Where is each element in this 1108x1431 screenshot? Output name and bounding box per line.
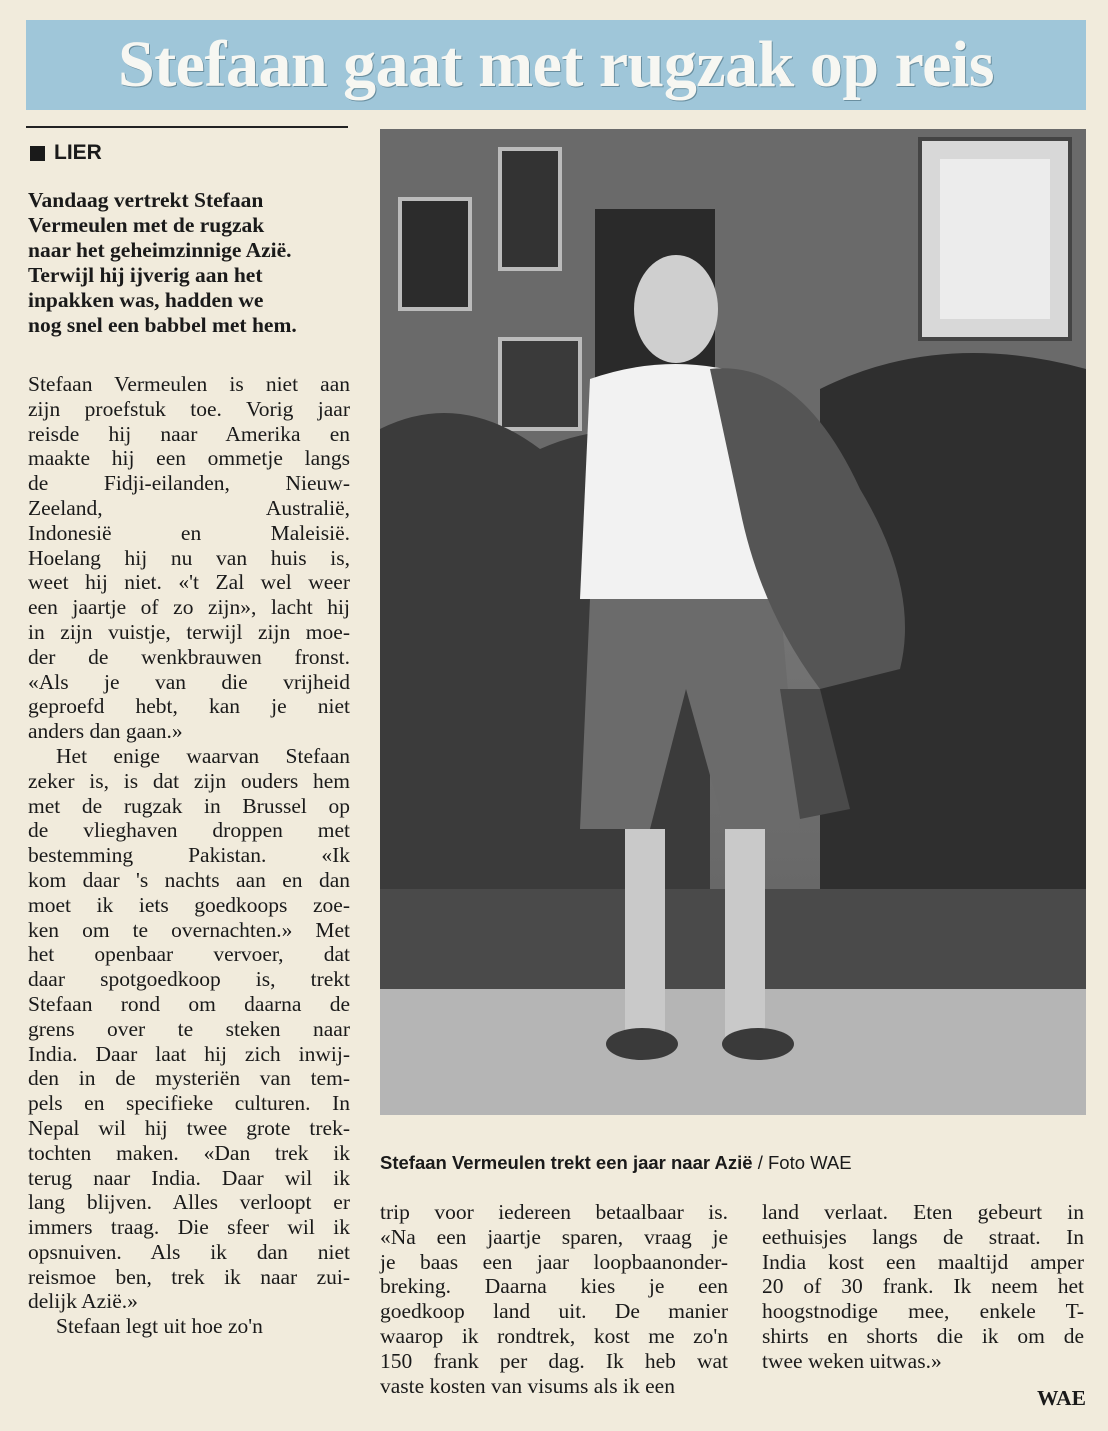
text-line: lang blijven. Alles verloopt er [28, 1190, 350, 1215]
text-line: den in de mysteriën van tem- [28, 1066, 350, 1091]
text-line: goedkoop land uit. De manier [380, 1299, 728, 1324]
text-line: een jaartje of zo zijn», lacht hij [28, 595, 350, 620]
text-line: delijk Azië.» [28, 1289, 138, 1314]
text-line: pels en specifieke culturen. In [28, 1091, 350, 1116]
text-line: Stefaan rond om daarna de [28, 991, 350, 1016]
text-line: maakte hij een ommetje langs [28, 446, 350, 471]
text-line: land verlaat. Eten gebeurt in [762, 1200, 1084, 1224]
text-line: kom daar 's nachts aan en dan [28, 867, 350, 892]
article-photo [380, 129, 1086, 1115]
text-line: grens over te steken naar [28, 1016, 350, 1041]
text-line: «Na een jaartje sparen, vraag je [380, 1224, 728, 1249]
text-line: Nepal wil hij twee grote trek- [28, 1115, 350, 1140]
text-line: hoogstnodige mee, enkele T- [762, 1299, 1084, 1324]
text-line: de vlieghaven droppen met [28, 818, 350, 843]
text-line: India kost een maaltijd amper [762, 1249, 1084, 1274]
lead-paragraph [28, 188, 350, 338]
text-line: breking. Daarna kies je een [380, 1274, 728, 1299]
text-line: India. Daar laat hij zich inwij- [28, 1041, 350, 1066]
headline-band [26, 20, 1086, 110]
text-line: reisde hij naar Amerika en [28, 421, 350, 446]
text-line: zeker is, is dat zijn ouders hem [28, 768, 350, 793]
caption-text: Stefaan Vermeulen trekt een jaar naar Azië [380, 1152, 753, 1173]
text-line: Stefaan legt uit hoe zo'n [56, 1314, 263, 1339]
text-line: waarop ik rondtrek, kost me zo'n [380, 1323, 728, 1348]
text-line: geproefd hebt, kan je niet [28, 694, 350, 719]
text-line: bestemming Pakistan. «Ik [28, 843, 350, 868]
photo-caption [380, 1152, 1086, 1174]
text-line: daar spotgoedkoop is, trekt [28, 967, 350, 992]
text-line: immers traag. Die sfeer wil ik [28, 1215, 350, 1240]
headline: Stefaan gaat met rugzak op reis [117, 28, 994, 101]
dateline-text: LIER [54, 141, 102, 164]
text-line: Stefaan Vermeulen is niet aan [28, 372, 350, 396]
text-line: eethuisjes langs de straat. In [762, 1224, 1084, 1249]
text-line: naar het geheimzinnige Azië. [28, 238, 292, 262]
text-line: Indonesië en Maleisië. [28, 520, 350, 545]
text-line: trip voor iedereen betaalbaar is. [380, 1200, 728, 1224]
text-line: 20 of 30 frank. Ik neem het [762, 1274, 1084, 1299]
photo-man-with-backpack [380, 129, 1086, 1115]
caption-credit: / Foto WAE [752, 1152, 852, 1173]
text-line: der de wenkbrauwen fronst. [28, 644, 350, 669]
text-line: shirts en shorts die ik om de [762, 1323, 1084, 1348]
text-line: nog snel een babbel met hem. [28, 313, 297, 337]
text-line: inpakken was, hadden we [28, 288, 264, 312]
text-line: anders dan gaan.» [28, 719, 183, 744]
body-column-2 [380, 1200, 728, 1398]
body-column-1 [28, 372, 350, 1339]
column-rule [26, 126, 348, 128]
text-line: «Als je van die vrijheid [28, 669, 350, 694]
text-line: Vandaag vertrekt Stefaan [28, 188, 264, 212]
text-line: weet hij niet. «'t Zal wel weer [28, 570, 350, 595]
text-line: in zijn vuistje, terwijl zijn moe- [28, 619, 350, 644]
text-line: opsnuiven. Als ik dan niet [28, 1239, 350, 1264]
text-line: Terwijl hij ijverig aan het [28, 263, 263, 287]
text-line: ken om te overnachten.» Met [28, 917, 350, 942]
text-line: je baas een jaar loopbaanonder- [380, 1249, 728, 1274]
dateline [30, 140, 350, 166]
text-line: Zeeland, Australië, [28, 495, 350, 520]
text-line: reismoe ben, trek ik naar zui- [28, 1264, 350, 1289]
text-line: Vermeulen met de rugzak [28, 213, 265, 237]
byline: WAE [1037, 1386, 1086, 1410]
text-line: 150 frank per dag. Ik heb wat [380, 1348, 728, 1373]
text-line: zijn proefstuk toe. Vorig jaar [28, 396, 350, 421]
text-line: vaste kosten van visums als ik een [380, 1373, 675, 1398]
text-line: de Fidji-eilanden, Nieuw- [28, 471, 350, 496]
text-line: het openbaar vervoer, dat [28, 942, 350, 967]
body-column-3 [762, 1200, 1084, 1374]
text-line: Hoelang hij nu van huis is, [28, 545, 350, 570]
text-line: moet ik iets goedkoops zoe- [28, 892, 350, 917]
text-line: Het enige waarvan Stefaan [56, 743, 350, 768]
text-line: twee weken uitwas.» [762, 1348, 942, 1373]
text-line: met de rugzak in Brussel op [28, 793, 350, 818]
text-line: terug naar India. Daar wil ik [28, 1165, 350, 1190]
text-line: tochten maken. «Dan trek ik [28, 1140, 350, 1165]
square-bullet-icon [30, 146, 45, 161]
